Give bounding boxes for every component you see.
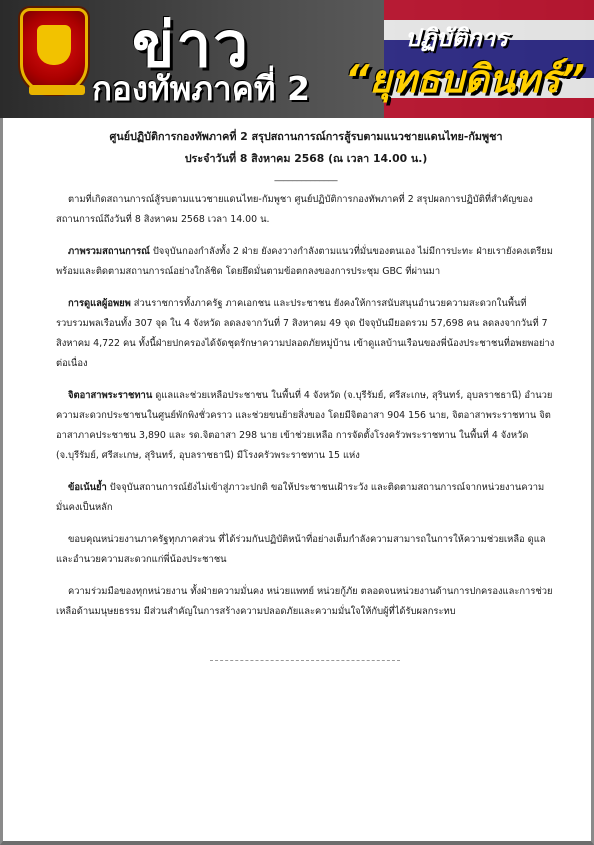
volunteer-paragraph — [56, 386, 556, 466]
evacuee-paragraph — [56, 294, 556, 374]
document-heading-line1: ศูนย์ปฏิบัติการกองทัพภาคที่ 2 สรุปสถานการณ์การสู้รบตามแนวชายแดนไทย-กัมพูชา — [109, 130, 503, 143]
banner-subtitle: กองทัพภาคที่ 2 — [92, 69, 310, 108]
evacuee-lead: การดูแลผู้อพยพ — [68, 298, 131, 309]
emphasis-text: ปัจจุบันสถานการณ์ยังไม่เข้าสู่ภาวะปกติ ขอให้ประชาชนเฝ้าระวัง และติดตามสถานการณ์จากหน่วยงานความมั่นคงเป็นหลัก — [56, 482, 545, 513]
emphasis-lead: ข้อเน้นย้ำ — [68, 482, 107, 493]
thanks-paragraph: ขอบคุณหน่วยงานภาครัฐทุกภาคส่วน ที่ได้ร่วมกันปฏิบัติหน้าที่อย่างเต็มกำลังความสามารถในการให้ความช่วยเหลือ ดูแล และอำนวยความสะดวกแก่พี่น้องประชาชน — [56, 534, 546, 565]
heading-underline: ______________ — [274, 172, 338, 182]
banner-title: ข่าว — [132, 8, 251, 81]
intro-paragraph: ตามที่เกิดสถานการณ์สู้รบตามแนวชายแดนไทย-กัมพูชา ศูนย์ปฏิบัติการกองทัพภาคที่ 2 สรุปผลการปฏิบัติที่สำคัญของสถานการณ์ถึงวันที่ 8 สิงหาคม 2568 เวลา 14.00 น. — [56, 194, 533, 225]
overview-text: ปัจจุบันกองกำลังทั้ง 2 ฝ่าย ยังคงวางกำลังตามแนวที่มั่นของตนเอง ไม่มีการปะทะ ฝ่ายเรายังคงเตรียมพร้อมและติดตามสถานการณ์อย่างใกล้ชิด โดยยึดมั่นตามข้อตกลงของการประชุม GBC ที่ผ่านมา — [56, 246, 553, 277]
footer-divider — [210, 660, 400, 661]
volunteer-text: ดูแลและช่วยเหลือประชาชน ในพื้นที่ 4 จังหวัด (จ.บุรีรัมย์, ศรีสะเกษ, สุรินทร์, อุบลราชธานี) อำนวยความสะดวกประชาชนในศูนย์พักพิงชั่วคราว และช่วยขนย้ายสิ่งของ โดยมีจิตอาสา 904 156 นาย, จิตอาสาพระราชทาน จิตอาสาภาคประชาชน 3,890 และ รด.จิตอาสา 298 นาย เข้าช่วยเหลือ การจัดตั้งโรงครัวพระราชทาน ในพื้นที่ 4 จังหวัด (จ.บุรีรัมย์, ศรีสะเกษ, สุรินทร์, อุบลราชธานี) มีโรงครัวพระราชทาน 15 แห่ง — [56, 390, 553, 461]
news-banner — [0, 0, 594, 118]
document-body — [56, 126, 556, 634]
document-heading-line2: ประจำวันที่ 8 สิงหาคม 2568 (ณ เวลา 14.00 น.) — [184, 152, 428, 165]
cooperation-paragraph: ความร่วมมือของทุกหน่วยงาน ทั้งฝ่ายความมั่นคง หน่วยแพทย์ หน่วยกู้ภัย ตลอดจนหน่วยงานด้านการปกครองและการช่วยเหลือด้านมนุษยธรรม มีส่วนสำคัญในการสร้างความปลอดภัยและความมั่นใจให้กับผู้ที่ได้รับผลกระทบ — [56, 586, 553, 617]
operation-label: ปฏิบัติการ — [405, 24, 509, 52]
overview-lead: ภาพรวมสถานการณ์ — [68, 246, 150, 257]
evacuee-text: ส่วนราชการทั้งภาครัฐ ภาคเอกชน และประชาชน ยังคงให้การสนับสนุนอำนวยความสะดวกในพื้นที่รวบรวมพลเรือนทั้ง 307 จุด ใน 4 จังหวัด ลดลงจากวันที่ 7 สิงหาคม 49 จุด ปัจจุบันมียอดรวม 57,698 คน ลดลงจากวันที่ 7 สิงหาคม 4,722 คน ทั้งนี้ฝ่ายปกครองได้จัดชุดรักษาความปลอดภัยหมู่บ้าน เข้าดูแลบ้านเรือนของพี่น้องประชาชนที่อพยพอย่างต่อเนื่อง — [56, 298, 555, 369]
emphasis-paragraph — [56, 478, 556, 518]
operation-name: “ยุทธบดินทร์” — [345, 57, 585, 101]
army-emblem-icon — [20, 8, 88, 94]
overview-paragraph — [56, 242, 556, 282]
volunteer-lead: จิตอาสาพระราชทาน — [68, 390, 153, 401]
